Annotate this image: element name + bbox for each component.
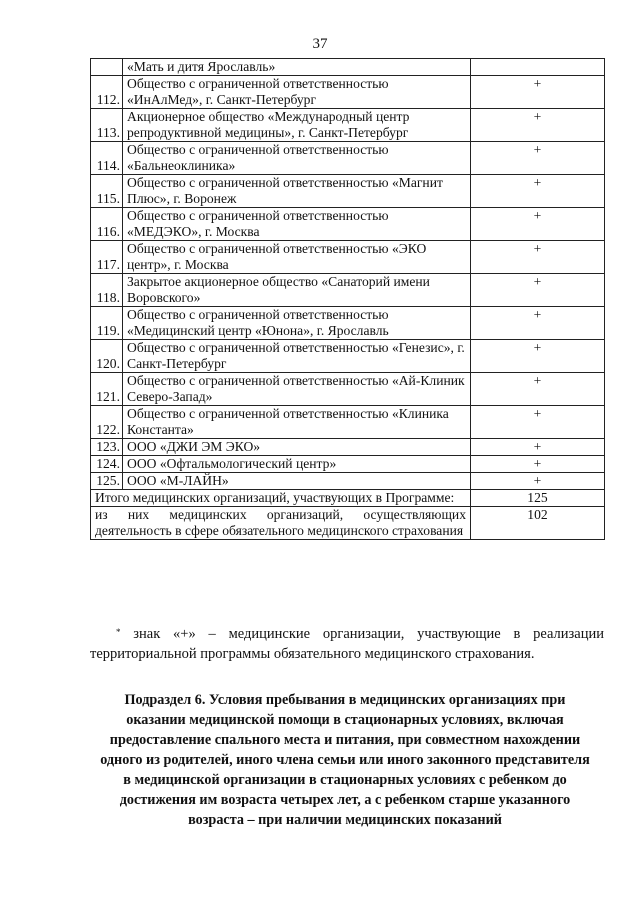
row-number: 123. — [91, 439, 123, 456]
participation-mark: + — [471, 307, 605, 340]
participation-mark: + — [471, 473, 605, 490]
organizations-table-body — [91, 59, 605, 540]
table-row — [91, 307, 605, 340]
footnote-marker: * — [116, 627, 121, 637]
organization-name: Общество с ограниченной ответственностью «МЕДЭКО», г. Москва — [123, 208, 471, 241]
oms-label: из них медицинских организаций, осуществляющих деятельность в сфере обязательного медицинского страхования — [91, 507, 471, 540]
participation-mark: + — [471, 142, 605, 175]
row-number: 122. — [91, 406, 123, 439]
participation-mark: + — [471, 241, 605, 274]
row-number: 117. — [91, 241, 123, 274]
row-number: 124. — [91, 456, 123, 473]
participation-mark: + — [471, 456, 605, 473]
table-row — [91, 340, 605, 373]
row-number: 114. — [91, 142, 123, 175]
organization-name: ООО «ДЖИ ЭМ ЭКО» — [123, 439, 471, 456]
organization-name: Общество с ограниченной ответственностью «Генезис», г. Санкт-Петербург — [123, 340, 471, 373]
organizations-table — [90, 58, 605, 540]
participation-mark: + — [471, 109, 605, 142]
organization-name: Общество с ограниченной ответственностью «Клиника Константа» — [123, 406, 471, 439]
total-label: Итого медицинских организаций, участвующих в Программе: — [91, 490, 471, 507]
organization-name: «Мать и дитя Ярославль» — [123, 59, 471, 76]
footnote-text: знак «+» – медицинские организации, участвующие в реализации территориальной программы обязательного медицинского страхования. — [90, 626, 604, 662]
total-value: 125 — [471, 490, 605, 507]
organization-name: Общество с ограниченной ответственностью «Медицинский центр «Юнона», г. Ярославль — [123, 307, 471, 340]
row-number: 116. — [91, 208, 123, 241]
table-row — [91, 439, 605, 456]
table-row — [91, 142, 605, 175]
row-number: 119. — [91, 307, 123, 340]
table-row — [91, 241, 605, 274]
row-number: 115. — [91, 175, 123, 208]
participation-mark — [471, 59, 605, 76]
organization-name: Акционерное общество «Международный центр репродуктивной медицины», г. Санкт-Петербург — [123, 109, 471, 142]
organization-name: Общество с ограниченной ответственностью «Магнит Плюс», г. Воронеж — [123, 175, 471, 208]
participation-mark: + — [471, 76, 605, 109]
organization-name: Общество с ограниченной ответственностью «ИнАлМед», г. Санкт-Петербург — [123, 76, 471, 109]
row-number: 113. — [91, 109, 123, 142]
row-number: 125. — [91, 473, 123, 490]
table-row — [91, 406, 605, 439]
table-row — [91, 373, 605, 406]
organization-name: ООО «М-ЛАЙН» — [123, 473, 471, 490]
organization-name: Общество с ограниченной ответственностью «Ай-Клиник Северо-Запад» — [123, 373, 471, 406]
row-number: 112. — [91, 76, 123, 109]
participation-mark: + — [471, 175, 605, 208]
row-number: 120. — [91, 340, 123, 373]
row-number: 121. — [91, 373, 123, 406]
table-row — [91, 456, 605, 473]
page-number: 37 — [312, 36, 328, 52]
total-row — [91, 490, 605, 507]
participation-mark: + — [471, 406, 605, 439]
participation-mark: + — [471, 373, 605, 406]
participation-mark: + — [471, 208, 605, 241]
participation-mark: + — [471, 274, 605, 307]
organization-name: ООО «Офтальмологический центр» — [123, 456, 471, 473]
table-row — [91, 208, 605, 241]
table-row — [91, 175, 605, 208]
table-row — [91, 59, 605, 76]
organization-name: Общество с ограниченной ответственностью «ЭКО центр», г. Москва — [123, 241, 471, 274]
row-number — [91, 59, 123, 76]
participation-mark: + — [471, 340, 605, 373]
table-row — [91, 109, 605, 142]
organization-name: Закрытое акционерное общество «Санаторий имени Воровского» — [123, 274, 471, 307]
footnote — [90, 624, 604, 664]
table-row — [91, 76, 605, 109]
oms-value: 102 — [471, 507, 605, 540]
participation-mark: + — [471, 439, 605, 456]
table-row — [91, 473, 605, 490]
oms-row — [91, 507, 605, 540]
subsection-heading: Подраздел 6. Условия пребывания в медицинских организациях при оказании медицинской помощи в стационарных условиях, включая предоставление спального места и питания, при совместном нахождении одного из родителей, иного члена семьи или иного законного представителя в медицинской организации в стационарных условиях с ребенком до достижения им возраста четырех лет, а с ребенком старше указанного возраста – при наличии медицинских показаний — [100, 692, 590, 828]
organization-name: Общество с ограниченной ответственностью «Бальнеоклиника» — [123, 142, 471, 175]
table-row — [91, 274, 605, 307]
row-number: 118. — [91, 274, 123, 307]
